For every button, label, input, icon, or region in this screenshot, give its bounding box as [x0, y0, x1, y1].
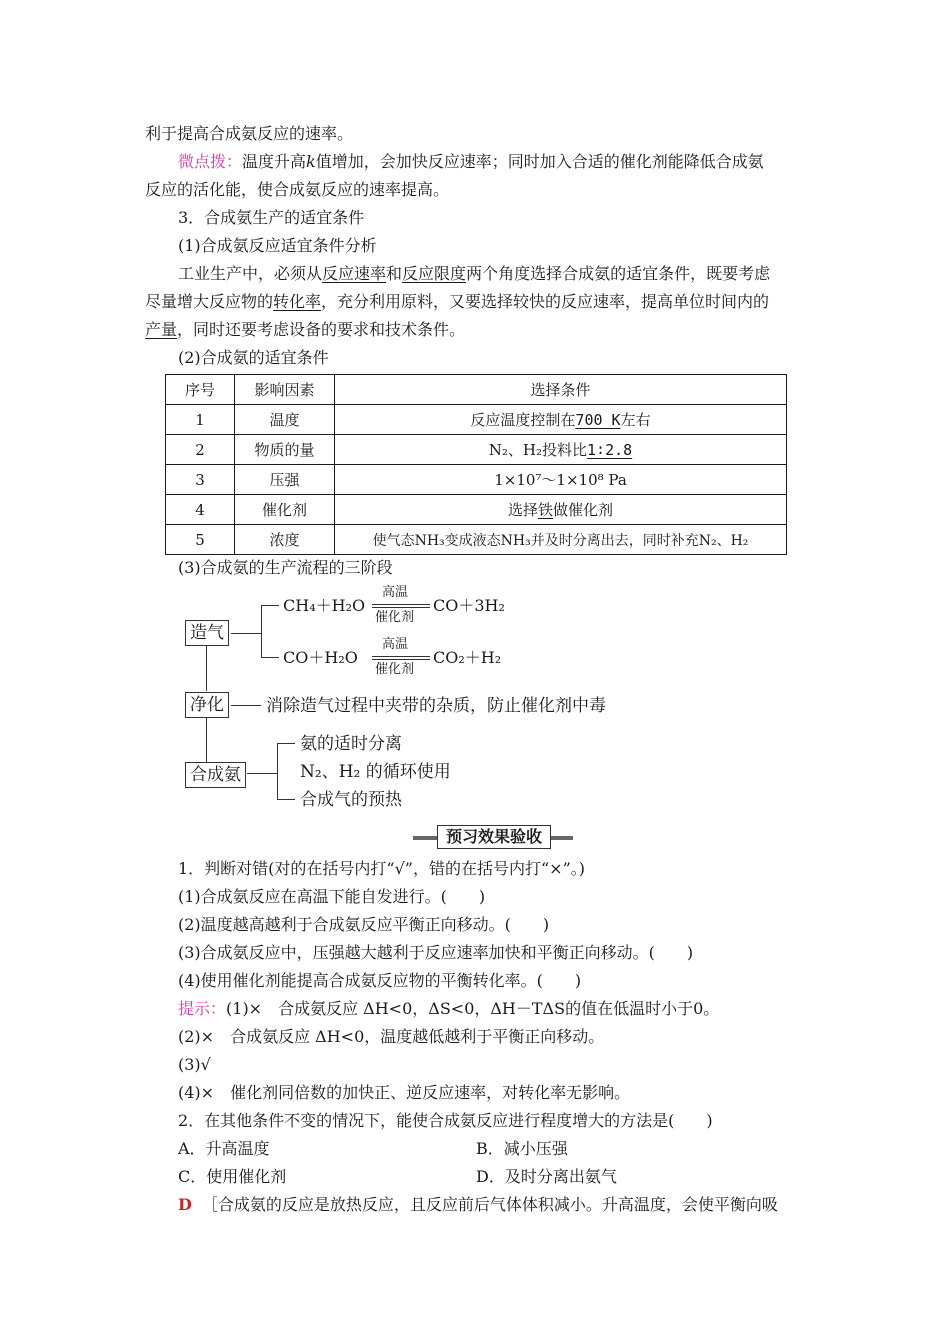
- tip-text-a: 温度升高: [242, 152, 307, 171]
- answer-item: (4)× 催化剂同倍数的加快正、逆反应速率，对转化率无影响。: [178, 1083, 631, 1102]
- connector-line: [231, 633, 261, 634]
- question: 2．在其他条件不变的情况下，能使合成氨反应进行程度增大的方法是( ): [178, 1111, 713, 1130]
- text-span: 两个角度选择合成氨的适宜条件，既要考虑: [466, 264, 771, 283]
- condition-bottom: 催化剂: [375, 610, 415, 625]
- table-cell: 3: [166, 465, 235, 495]
- equation-left: CO＋H₂O: [283, 648, 358, 667]
- condition-bottom: 催化剂: [375, 662, 415, 677]
- conditions-table: [165, 374, 787, 555]
- text-line: 利于提高合成氨反应的速率。: [145, 124, 354, 143]
- cell-text: 左右: [620, 411, 651, 429]
- answer-letter: D: [178, 1195, 192, 1214]
- question-item: (1)合成氨反应在高温下能自发进行。( ): [178, 887, 486, 906]
- option: D．及时分离出氨气: [476, 1167, 617, 1186]
- tip-line: [178, 152, 764, 172]
- table-cell: [335, 405, 787, 435]
- answer-line: [178, 1195, 778, 1215]
- text-line: 反应的活化能，使合成氨反应的速率提高。: [145, 180, 450, 199]
- cell-text: N₂、H₂投料比: [488, 441, 588, 459]
- section-title: [413, 825, 573, 849]
- table-header: 选择条件: [335, 375, 787, 405]
- table-cell: 催化剂: [235, 495, 335, 525]
- connector-line: [206, 717, 207, 763]
- equation-left: CH₄＋H₂O: [283, 596, 366, 615]
- text-span: 和: [386, 264, 403, 283]
- hint-label: 提示：: [178, 999, 227, 1018]
- cell-text: 反应温度控制在: [470, 411, 576, 429]
- answer-text: (1)× 合成氨反应 ΔH<0，ΔS<0，ΔH－TΔS的值在低温时小于0。: [226, 999, 720, 1018]
- bracket-line: [277, 799, 295, 800]
- text-span: ，充分利用原料，又要选择较快的反应速率，提高单位时间内的: [321, 292, 770, 311]
- table-cell: 物质的量: [235, 435, 335, 465]
- purify-text: 消除造气过程中夹带的杂质，防止催化剂中毒: [266, 696, 606, 716]
- text-span: 尽量增大反应物的: [145, 292, 274, 311]
- question-item: (4)使用催化剂能提高合成氨反应物的平衡转化率。( ): [178, 971, 582, 990]
- cell-keyword: 1∶2.8: [587, 441, 633, 459]
- answer-explanation: ［合成氨的反应是放热反应，且反应前后气体体积减小。升高温度，会使平衡向吸: [201, 1195, 778, 1214]
- equals-line: [372, 659, 430, 660]
- question: 1．判断对错(对的在括号内打“√”，错的在括号内打“×”。): [178, 859, 585, 878]
- stage-box: 造气: [185, 620, 229, 646]
- question-item: (2)温度越高越利于合成氨反应平衡正向移动。( ): [178, 915, 550, 934]
- equation-right: CO₂＋H₂: [433, 648, 502, 667]
- connector-line: [206, 645, 207, 691]
- table-cell: [335, 435, 787, 465]
- table-cell: 压强: [235, 465, 335, 495]
- table-cell: 5: [166, 525, 235, 555]
- bracket-line: [277, 743, 295, 744]
- option: A．升高温度: [178, 1139, 270, 1158]
- table-cell: 使气态NH₃变成液态NH₃并及时分离出去，同时补充N₂、H₂: [335, 525, 787, 555]
- table-cell: 2: [166, 435, 235, 465]
- sub-heading: (3)合成氨的生产流程的三阶段: [178, 558, 393, 577]
- synthesis-step: 合成气的预热: [300, 790, 402, 810]
- equation-right: CO＋3H₂: [433, 596, 505, 615]
- table-cell: [335, 495, 787, 525]
- bracket-line: [261, 605, 279, 606]
- synthesis-step: 氨的适时分离: [300, 734, 402, 754]
- keyword: 反应限度: [402, 264, 467, 283]
- table-row: [166, 465, 787, 495]
- stage-box: 净化: [185, 692, 229, 718]
- keyword: 转化率: [273, 292, 322, 311]
- sub-heading: (2)合成氨的适宜条件: [178, 348, 329, 367]
- answer-item: (2)× 合成氨反应 ΔH<0，温度越低越利于平衡正向移动。: [178, 1027, 605, 1046]
- question-item: (3)合成氨反应中，压强越大越利于反应速率加快和平衡正向移动。( ): [178, 943, 694, 962]
- equals-line: [372, 656, 430, 657]
- cell-text: 选择: [507, 501, 538, 519]
- title-bar: [549, 836, 573, 840]
- bracket-line: [277, 743, 278, 799]
- synthesis-step: N₂、H₂ 的循环使用: [300, 762, 451, 782]
- option: C．使用催化剂: [178, 1167, 287, 1186]
- answer-item: (3)√: [178, 1055, 211, 1074]
- section-title-text: 预习效果验收: [437, 825, 551, 849]
- paragraph-line: [145, 292, 769, 312]
- stage-box: 合成氨: [185, 762, 246, 788]
- condition-top: 高温: [382, 585, 409, 600]
- text-span: ，同时还要考虑设备的要求和技术条件。: [177, 320, 466, 339]
- cell-keyword: 700 K: [575, 411, 621, 429]
- sub-heading: (1)合成氨反应适宜条件分析: [178, 236, 377, 255]
- paragraph-line: [178, 264, 770, 284]
- tip-text-b: 值增加，会加快反应速率；同时加入合适的催化剂能降低合成氨: [315, 152, 764, 171]
- text-span: 工业生产中，必须从: [178, 264, 323, 283]
- paragraph-line: [145, 320, 465, 340]
- table-header: 序号: [166, 375, 235, 405]
- table-header: 影响因素: [235, 375, 335, 405]
- table-cell: 浓度: [235, 525, 335, 555]
- connector-line: [247, 773, 277, 774]
- bracket-line: [261, 605, 262, 657]
- table-header-row: [166, 375, 787, 405]
- condition-top: 高温: [382, 637, 409, 652]
- connector-line: [231, 705, 261, 706]
- title-bar: [413, 836, 437, 840]
- cell-text: 做催化剂: [553, 501, 614, 519]
- keyword: 反应速率: [322, 264, 387, 283]
- table-cell: 温度: [235, 405, 335, 435]
- keyword: 产量: [145, 320, 178, 339]
- table-row: [166, 495, 787, 525]
- table-row: [166, 405, 787, 435]
- table-cell: 4: [166, 495, 235, 525]
- tip-k: k: [306, 152, 316, 171]
- tip-label: 微点拨：: [178, 152, 243, 171]
- equals-line: [372, 604, 430, 605]
- table-row: [166, 435, 787, 465]
- table-cell: 1×10⁷～1×10⁸ Pa: [335, 465, 787, 495]
- table-row: [166, 525, 787, 555]
- equals-line: [372, 607, 430, 608]
- option: B．减小压强: [476, 1139, 568, 1158]
- bracket-line: [261, 657, 279, 658]
- section-heading: 3．合成氨生产的适宜条件: [178, 208, 365, 227]
- cell-keyword: 铁: [537, 501, 553, 519]
- table-cell: 1: [166, 405, 235, 435]
- hint-line: [178, 999, 719, 1019]
